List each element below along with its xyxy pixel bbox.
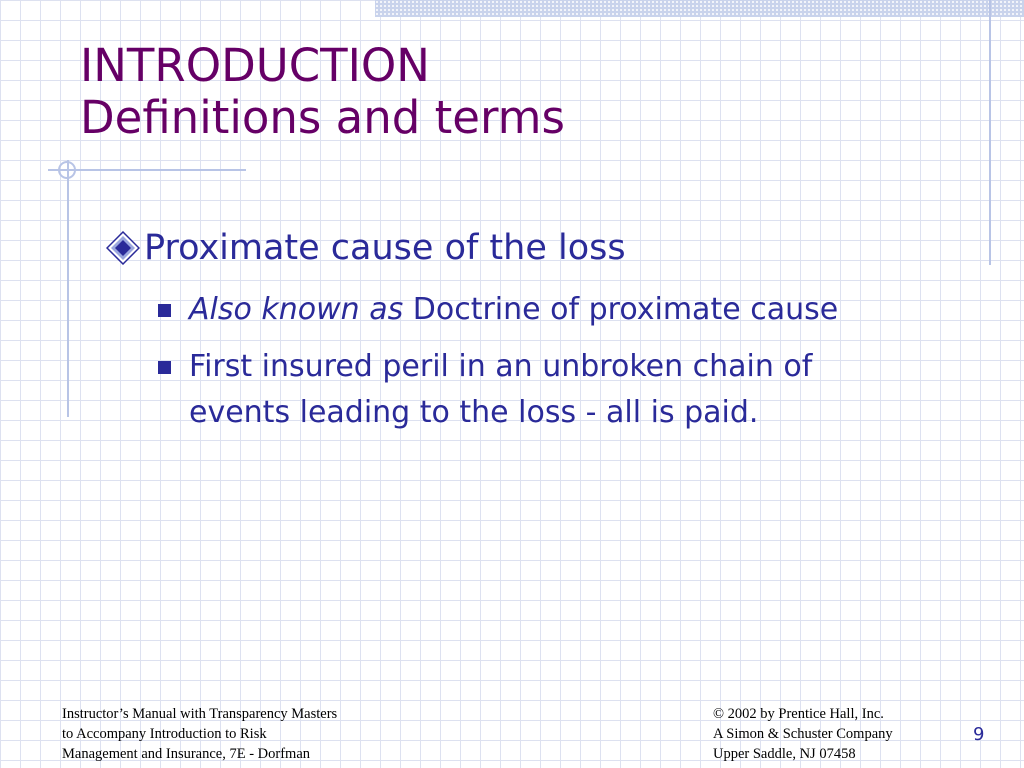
footer-right bbox=[713, 704, 893, 764]
crosshair-icon bbox=[56, 159, 76, 179]
square-bullet-icon bbox=[158, 361, 171, 374]
diamond-bullet-icon bbox=[106, 231, 140, 265]
sub-bullet-1-rest: Doctrine of proximate cause bbox=[403, 292, 839, 327]
footer-right-line3: Upper Saddle, NJ 07458 bbox=[713, 746, 856, 762]
slide-title-line1: INTRODUCTION bbox=[80, 39, 430, 92]
left-vertical-rule bbox=[67, 160, 69, 417]
slide-title bbox=[80, 40, 565, 144]
square-bullet-icon bbox=[158, 304, 171, 317]
footer-left bbox=[62, 704, 337, 764]
sub-bullet-1-text bbox=[189, 287, 949, 333]
title-underline-rule bbox=[48, 169, 246, 171]
sub-bullet-2-line1: First insured peril in an unbroken chain of bbox=[189, 349, 813, 384]
sub-bullet-2-text bbox=[189, 344, 949, 436]
main-bullet-text: Proximate cause of the loss bbox=[144, 228, 626, 268]
sub-bullet-1-italic: Also known as bbox=[189, 292, 404, 327]
sub-bullet-2-line2: events leading to the loss - all is paid. bbox=[189, 395, 759, 430]
footer-right-line2: A Simon & Schuster Company bbox=[713, 726, 893, 742]
top-decorative-band bbox=[375, 0, 1024, 17]
right-vertical-rule bbox=[989, 0, 991, 265]
page-number: 9 bbox=[973, 724, 985, 745]
footer-left-line3: Management and Insurance, 7E - Dorfman bbox=[62, 746, 311, 762]
footer-right-line1: © 2002 by Prentice Hall, Inc. bbox=[713, 706, 884, 722]
footer-left-line1: Instructor’s Manual with Transparency Masters bbox=[62, 706, 338, 722]
footer-left-line2: to Accompany Introduction to Risk bbox=[62, 726, 267, 742]
slide-title-line2: Definitions and terms bbox=[80, 91, 565, 144]
